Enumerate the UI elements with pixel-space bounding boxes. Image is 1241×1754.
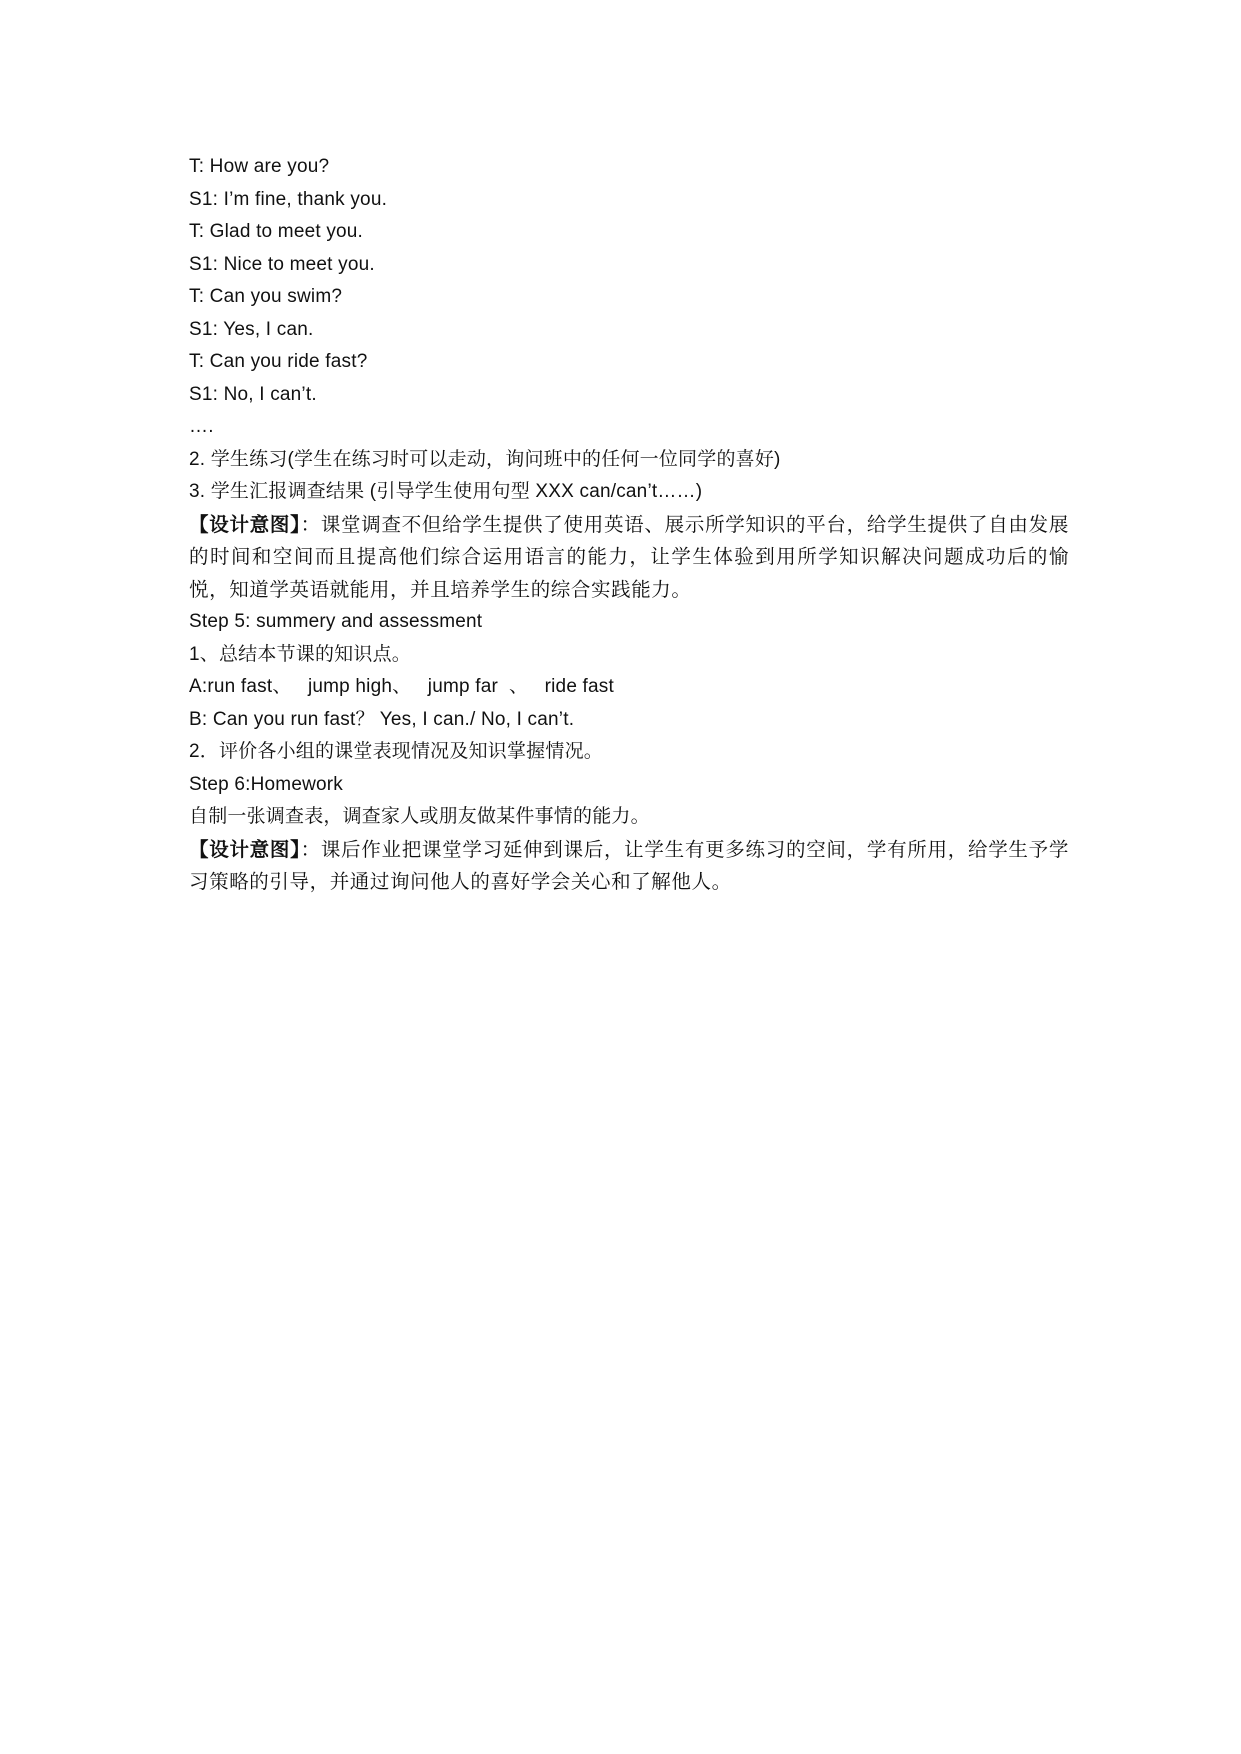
design-intent-paragraph-2 (189, 834, 1069, 899)
step5-phrases-line: A:run fast、 jump high、 jump far 、 ride fast (189, 676, 614, 697)
dialogue-line-teacher-glad: T: Glad to meet you. (189, 221, 364, 242)
activity-item-practice: 2. 学生练习(学生在练习时可以走动，询问班中的任何一位同学的喜好) (189, 448, 781, 470)
design-intent-label: 【设计意图】 (189, 838, 301, 861)
dialogue-line-teacher-swim: T: Can you swim? (189, 286, 343, 307)
dialogue-line-student-no: S1: No, I can’t. (189, 383, 317, 405)
document-body (189, 151, 1069, 899)
design-intent-text: ：课后作业把课堂学习延伸到课后，让学生有更多练习的空间，学有所用，给学生予学习策略的引导，并通过询问他人的喜好学会关心和了解他人。 (189, 838, 1069, 893)
dialogue-line-teacher-greeting: T: How are you? (189, 156, 330, 177)
dialogue-line-student-nice: S1: Nice to meet you. (189, 253, 375, 275)
dialogue-line-student-reply: S1: I’m fine, thank you. (189, 188, 388, 210)
activity-item-report: 3. 学生汇报调查结果 (引导学生使用句型 XXX can/can’t……) (189, 481, 703, 502)
step5-title: Step 5: summery and assessment (189, 611, 483, 632)
step6-title: Step 6:Homework (189, 773, 344, 795)
dialogue-line-teacher-ride: T: Can you ride fast? (189, 351, 368, 372)
design-intent-text: ：课堂调查不但给学生提供了使用英语、展示所学知识的平台，给学生提供了自由发展的时间和空间而且提高他们综合运用语言的能力，让学生体验到用所学知识解决问题成功后的愉悦，知道学英语就能用，并且培养学生的综合实践能力。 (189, 513, 1069, 601)
dialogue-line-student-yes: S1: Yes, I can. (189, 318, 314, 340)
ellipsis-line: …. (189, 416, 214, 437)
step5-evaluation-item: 2．评价各小组的课堂表现情况及知识掌握情况。 (189, 741, 603, 762)
design-intent-paragraph-1 (189, 509, 1069, 607)
step6-homework-task: 自制一张调查表，调查家人或朋友做某件事情的能力。 (189, 806, 650, 827)
step5-summary-item: 1、总结本节课的知识点。 (189, 643, 411, 665)
step5-sentence-line: B: Can you run fast？ Yes, I can./ No, I can’t. (189, 708, 575, 730)
design-intent-label: 【设计意图】 (189, 513, 301, 536)
